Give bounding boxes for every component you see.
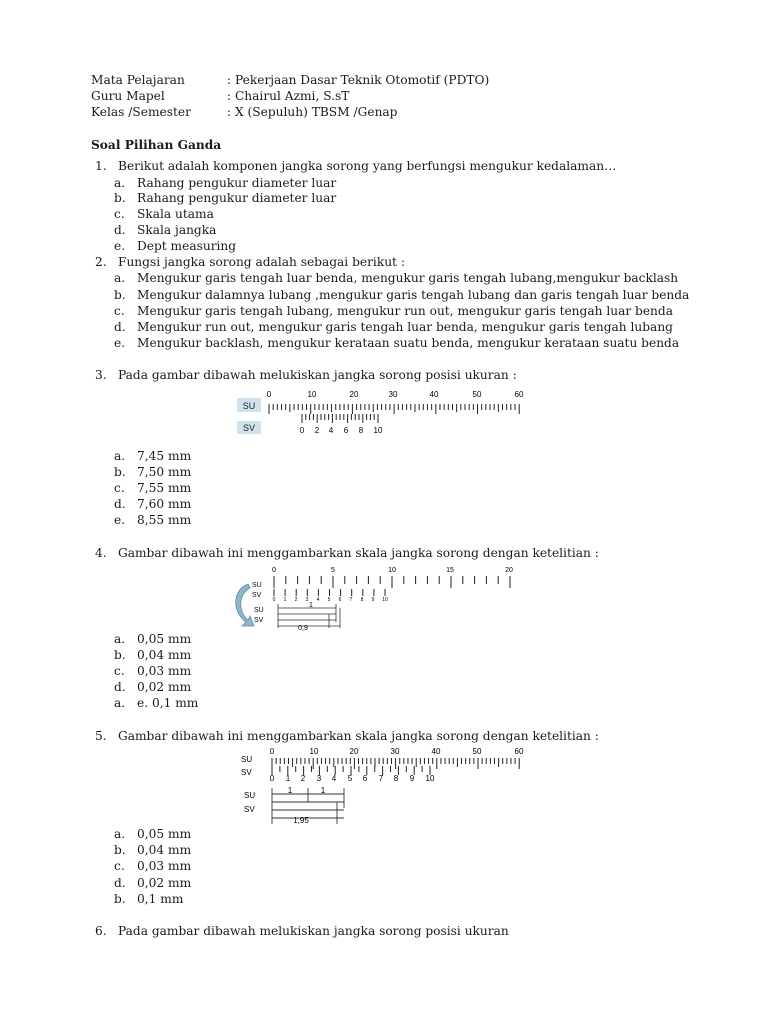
vernier-figure-q5 xyxy=(236,746,536,826)
option-text: Skala jangka xyxy=(137,223,217,237)
vernier-tick-label: 7 xyxy=(349,597,353,603)
section-title: Soal Pilihan Ganda xyxy=(91,138,222,152)
option-text: 0,05 mm xyxy=(137,632,192,646)
option-text: e. 0,1 mm xyxy=(137,696,199,710)
option-text: Skala utama xyxy=(137,207,214,221)
question-number: 2. xyxy=(95,255,107,269)
main-scale-ticks xyxy=(272,758,519,769)
question-text: Pada gambar dibawah melukiskan jangka sorong posisi ukuran : xyxy=(118,368,517,382)
vernier-tick-label: 4 xyxy=(316,597,320,603)
option-text: 0,05 mm xyxy=(137,827,192,841)
vernier-scale-labels xyxy=(270,774,435,783)
vernier-tick-label: 4 xyxy=(331,774,337,783)
vernier-tick-label: 8 xyxy=(393,774,399,783)
inset-top-left-value: 1 xyxy=(287,786,293,795)
main-scale-tick-label: 60 xyxy=(514,390,524,399)
vernier-tick-label: 2 xyxy=(314,426,320,435)
vernier-tick-label: 2 xyxy=(294,597,298,603)
option-letter: d. xyxy=(114,320,126,334)
vernier-figure-q3 xyxy=(235,388,535,438)
inset-sv-label: SV xyxy=(254,617,264,624)
main-scale-tick-label: 10 xyxy=(388,567,396,574)
question-text: Pada gambar dibawah melukiskan jangka sorong posisi ukuran xyxy=(118,924,509,938)
main-scale-tick-label: 60 xyxy=(514,747,524,756)
option-letter: e. xyxy=(114,513,126,527)
option-letter: e. xyxy=(114,239,126,253)
main-scale-labels xyxy=(270,747,524,756)
option-letter: a. xyxy=(114,827,126,841)
question-number: 3. xyxy=(95,368,107,382)
su-label: SU xyxy=(252,582,262,589)
option-letter: b. xyxy=(114,648,126,662)
main-scale-tick-label: 30 xyxy=(388,390,398,399)
option-letter: e. xyxy=(114,336,126,350)
vernier-tick-label: 1 xyxy=(285,774,291,783)
main-scale-tick-label: 40 xyxy=(431,747,441,756)
inset-su-label: SU xyxy=(244,791,256,800)
vernier-tick-label: 10 xyxy=(425,774,435,783)
option-text: 7,55 mm xyxy=(137,481,192,495)
header-label-subject: Mata Pelajaran xyxy=(91,73,185,87)
main-scale-tick-label: 20 xyxy=(349,747,359,756)
option-letter: c. xyxy=(114,664,125,678)
question-number: 1. xyxy=(95,159,107,173)
question-text: Fungsi jangka sorong adalah sebagai berikut : xyxy=(118,255,405,269)
option-letter: b. xyxy=(114,288,126,302)
vernier-scale-ticks xyxy=(274,589,385,596)
option-letter: c. xyxy=(114,481,125,495)
vernier-tick-label: 6 xyxy=(338,597,342,603)
inset-bottom-value: 0,9 xyxy=(298,625,308,632)
option-text: 0,1 mm xyxy=(137,892,184,906)
sv-label: SV xyxy=(241,768,252,777)
question-number: 6. xyxy=(95,924,107,938)
vernier-tick-label: 5 xyxy=(347,774,353,783)
header-value-subject: : Pekerjaan Dasar Teknik Otomotif (PDTO) xyxy=(227,73,490,87)
option-letter: b. xyxy=(114,843,126,857)
main-scale-ticks xyxy=(269,404,519,414)
vernier-tick-label: 2 xyxy=(300,774,306,783)
option-letter: a. xyxy=(114,696,126,710)
option-text: 0,03 mm xyxy=(137,664,192,678)
vernier-tick-label: 9 xyxy=(409,774,415,783)
option-text: Mengukur run out, mengukur garis tengah luar benda, mengukur garis tengah lubang xyxy=(137,320,673,334)
option-letter: a. xyxy=(114,176,126,190)
vernier-figure-q4 xyxy=(228,564,528,632)
main-scale-tick-label: 30 xyxy=(390,747,400,756)
inset-su-label: SU xyxy=(254,607,264,614)
main-scale-tick-label: 40 xyxy=(429,390,439,399)
su-label: SU xyxy=(242,401,256,411)
inset-top-right-value: 1 xyxy=(320,786,326,795)
option-text: 7,45 mm xyxy=(137,449,192,463)
main-scale-tick-label: 0 xyxy=(269,747,275,756)
option-text: 0,03 mm xyxy=(137,859,192,873)
option-text: Rahang pengukur diameter luar xyxy=(137,191,337,205)
header-value-class: : X (Sepuluh) TBSM /Genap xyxy=(227,105,398,119)
vernier-tick-label: 3 xyxy=(316,774,322,783)
option-text: 7,50 mm xyxy=(137,465,192,479)
inset-bottom-value: 1,95 xyxy=(293,816,309,825)
vernier-tick-label: 10 xyxy=(373,426,383,435)
vernier-tick-label: 0 xyxy=(269,774,275,783)
inset-sv-label: SV xyxy=(244,805,255,814)
option-text: Dept measuring xyxy=(137,239,237,253)
vernier-tick-label: 0 xyxy=(299,426,305,435)
vernier-tick-label: 1 xyxy=(283,597,287,603)
vernier-tick-label: 6 xyxy=(362,774,368,783)
vernier-tick-label: 3 xyxy=(305,597,309,603)
option-letter: c. xyxy=(114,859,125,873)
option-text: 0,02 mm xyxy=(137,680,192,694)
main-scale-labels xyxy=(272,567,513,574)
question-number: 4. xyxy=(95,546,107,560)
vernier-scale-labels xyxy=(273,597,388,603)
header-label-class: Kelas /Semester xyxy=(91,105,191,119)
su-label: SU xyxy=(241,755,253,764)
question-number: 5. xyxy=(95,729,107,743)
option-text: 8,55 mm xyxy=(137,513,192,527)
option-text: 0,02 mm xyxy=(137,876,192,890)
main-scale-tick-label: 10 xyxy=(309,747,319,756)
vernier-tick-label: 9 xyxy=(371,597,375,603)
main-scale-labels xyxy=(267,390,524,399)
vernier-tick-label: 8 xyxy=(358,426,364,435)
option-letter: d. xyxy=(114,497,126,511)
main-scale-tick-label: 5 xyxy=(331,567,335,574)
option-text: Mengukur backlash, mengukur kerataan suatu benda, mengukur kerataan suatu benda xyxy=(137,336,680,350)
option-letter: c. xyxy=(114,207,125,221)
option-text: Rahang pengukur diameter luar xyxy=(137,176,337,190)
option-text: 0,04 mm xyxy=(137,843,192,857)
option-letter: d. xyxy=(114,680,126,694)
main-scale-tick-label: 50 xyxy=(472,390,482,399)
inset-top-value: 1 xyxy=(309,602,313,609)
main-scale-ticks xyxy=(274,576,510,588)
vernier-tick-label: 6 xyxy=(343,426,349,435)
option-text: 7,60 mm xyxy=(137,497,192,511)
option-letter: b. xyxy=(114,892,126,906)
main-scale-tick-label: 20 xyxy=(505,567,513,574)
option-letter: a. xyxy=(114,632,126,646)
main-scale-tick-label: 15 xyxy=(446,567,454,574)
main-scale-tick-label: 20 xyxy=(349,390,359,399)
vernier-tick-label: 5 xyxy=(327,597,331,603)
vernier-tick-label: 4 xyxy=(328,426,334,435)
vernier-tick-label: 8 xyxy=(360,597,364,603)
vernier-scale-ticks xyxy=(302,414,378,423)
option-text: Mengukur dalamnya lubang ,mengukur garis tengah lubang dan garis tengah luar benda xyxy=(137,288,690,302)
option-letter: a. xyxy=(114,449,126,463)
sv-label: SV xyxy=(252,592,262,599)
option-letter: b. xyxy=(114,465,126,479)
sv-label: SV xyxy=(242,423,256,433)
header-value-teacher: : Chairul Azmi, S.sT xyxy=(227,89,350,103)
question-text: Gambar dibawah ini menggambarkan skala jangka sorong dengan ketelitian : xyxy=(118,729,599,743)
question-text: Gambar dibawah ini menggambarkan skala jangka sorong dengan ketelitian : xyxy=(118,546,599,560)
option-text: Mengukur garis tengah luar benda, mengukur garis tengah lubang,mengukur backlash xyxy=(137,271,679,285)
main-scale-tick-label: 0 xyxy=(266,390,272,399)
option-letter: a. xyxy=(114,271,126,285)
vernier-scale-labels xyxy=(300,426,383,435)
main-scale-tick-label: 10 xyxy=(307,390,317,399)
header-label-teacher: Guru Mapel xyxy=(91,89,165,103)
curved-arrow-icon xyxy=(236,584,254,626)
vernier-tick-label: 7 xyxy=(378,774,384,783)
vernier-tick-label: 0 xyxy=(272,597,276,603)
option-letter: c. xyxy=(114,304,125,318)
option-text: 0,04 mm xyxy=(137,648,192,662)
question-text: Berikut adalah komponen jangka sorong yang berfungsi mengukur kedalaman… xyxy=(118,159,617,173)
vernier-tick-label: 10 xyxy=(382,597,388,603)
option-text: Mengukur garis tengah lubang, mengukur run out, mengukur garis tengah luar benda xyxy=(137,304,673,318)
option-letter: b. xyxy=(114,191,126,205)
main-scale-tick-label: 50 xyxy=(472,747,482,756)
main-scale-tick-label: 0 xyxy=(272,567,276,574)
option-letter: d. xyxy=(114,223,126,237)
option-letter: d. xyxy=(114,876,126,890)
